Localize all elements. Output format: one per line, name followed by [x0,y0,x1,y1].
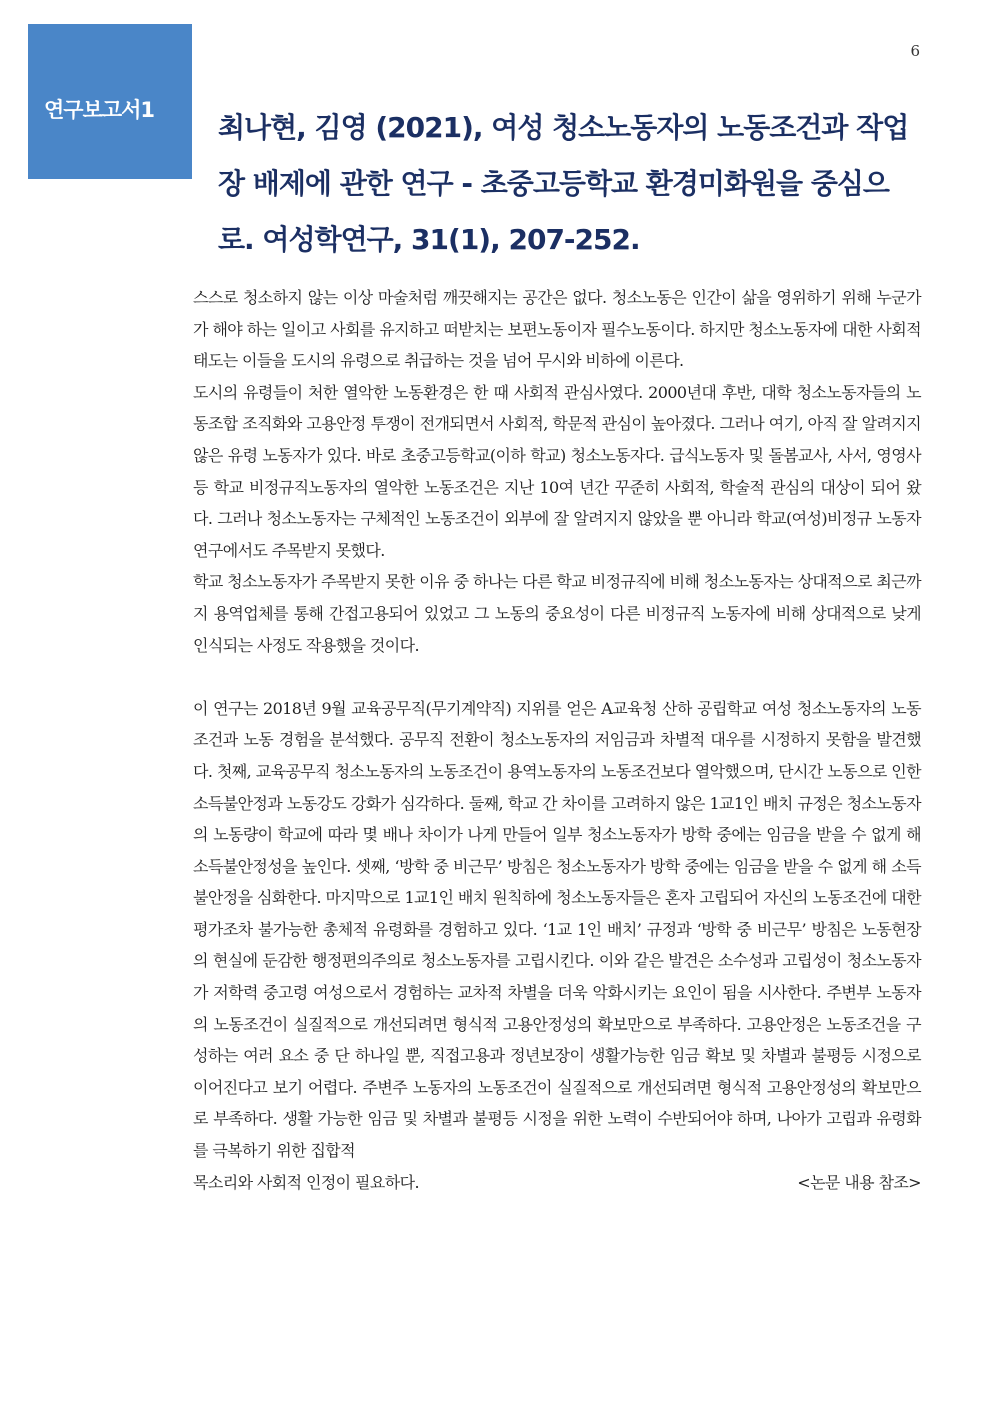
summary-last-line: 목소리와 사회적 인정이 필요하다. [193,1172,419,1192]
report-badge-label: 연구보고서1 [44,98,155,122]
source-note: <논문 내용 참조> [797,1172,921,1192]
paragraph: 학교 청소노동자가 주목받지 못한 이유 중 하나는 다른 학교 비정규직에 비해 청소노동자는 상대적으로 최근까지 용역업체를 통해 간접고용되어 있었고 그 노동의 중요성이 다른 비정규직 노동자에 비해 상대적으로 낮게 인식되는 사정도 작용했을 것이다. [193,572,921,655]
paragraph: 도시의 유령들이 처한 열악한 노동환경은 한 때 사회적 관심사였다. 2000년대 후반, 대학 청소노동자들의 노동조합 조직화와 고용안정 투쟁이 전개되면서 사회적, 학문적 관심이 높아졌다. 그러나 여기, 아직 잘 알려지지 않은 유령 노동자가 있다. 바로 초중고등학교(이하 학교) 청소노동자다. 급식노동자 및 돌봄교사, 사서, 영영사 등 학교 비정규직노동자의 열악한 노동조건은 지난 10여 년간 꾸준히 사회적, 학술적 관심의 대상이 되어 왔다. 그러나 청소노동자는 구체적인 노동조건이 외부에 잘 알려지지 않았을 뿐 아니라 학교(여성)비정규 노동자 연구에서도 주목받지 못했다. [193,382,921,560]
body-text [193,282,921,1198]
paragraph: 스스로 청소하지 않는 이상 마술처럼 깨끗해지는 공간은 없다. 청소노동은 인간이 삶을 영위하기 위해 누군가가 해야 하는 일이고 사회를 유지하고 떠받치는 보편노동이자 필수노동이다. 하지만 청소노동자에 대한 사회적 태도는 이들을 도시의 유령으로 취급하는 것을 넘어 무시와 비하에 이른다. [193,288,921,371]
paragraph-spacer [193,661,921,693]
report-badge [28,24,192,179]
citation-title: 최나현, 김영 (2021), 여성 청소노동자의 노동조건과 작업장 배제에 관한 연구 - 초중고등학교 환경미화원을 중심으로. 여성학연구, 31(1), 207-252. [218,111,909,256]
summary-closing-line [193,1167,921,1199]
summary-paragraph: 이 연구는 2018년 9월 교육공무직(무기계약직) 지위를 얻은 A교육청 산하 공립학교 여성 청소노동자의 노동조건과 노동 경험을 분석했다. 공무직 전환이 청소노동자의 저임금과 차별적 대우를 시정하지 못함을 발견했다. 첫째, 교육공무직 청소노동자의 노동조건이 용역노동자의 노동조건보다 열악했으며, 단시간 노동으로 인한 소득불안정과 노동강도 강화가 심각하다. 둘째, 학교 간 차이를 고려하지 않은 1교1인 배치 규정은 청소노동자의 노동량이 학교에 따라 몇 배나 차이가 나게 만들어 일부 청소노동자가 방학 중에는 임금을 받을 수 없게 해 소득불안정성을 높인다. 셋째, ‘방학 중 비근무’ 방침은 청소노동자가 방학 중에는 임금을 받을 수 없게 해 소득불안정을 심화한다. 마지막으로 1교1인 배치 원칙하에 청소노동자들은 혼자 고립되어 자신의 노동조건에 대한 평가조차 불가능한 총체적 유령화를 경험하고 있다. ‘1교 1인 배치’ 규정과 ‘방학 중 비근무’ 방침은 노동현장의 현실에 둔감한 행정편의주의로 청소노동자를 고립시킨다. 이와 같은 발견은 소수성과 고립성이 청소노동자가 저학력 중고령 여성으로서 경험하는 교차적 차별을 더욱 악화시키는 요인이 됨을 시사한다. 주변부 노동자의 노동조건이 실질적으로 개선되려면 형식적 고용안정성의 확보만으로 부족하다. 고용안정은 노동조건을 구성하는 여러 요소 중 단 하나일 뿐, 직접고용과 정년보장이 생활가능한 임금 확보 및 차별과 불평등 시정으로 이어진다고 보기 어렵다. 주변주 노동자의 노동조건이 실질적으로 개선되려면 형식적 고용안정성의 확보만으로 부족하다. 생활 가능한 임금 및 차별과 불평등 시정을 위한 노력이 수반되어야 하며, 나아가 고립과 유령화를 극복하기 위한 집합적 [193,698,921,1161]
page-number: 6 [910,42,920,60]
